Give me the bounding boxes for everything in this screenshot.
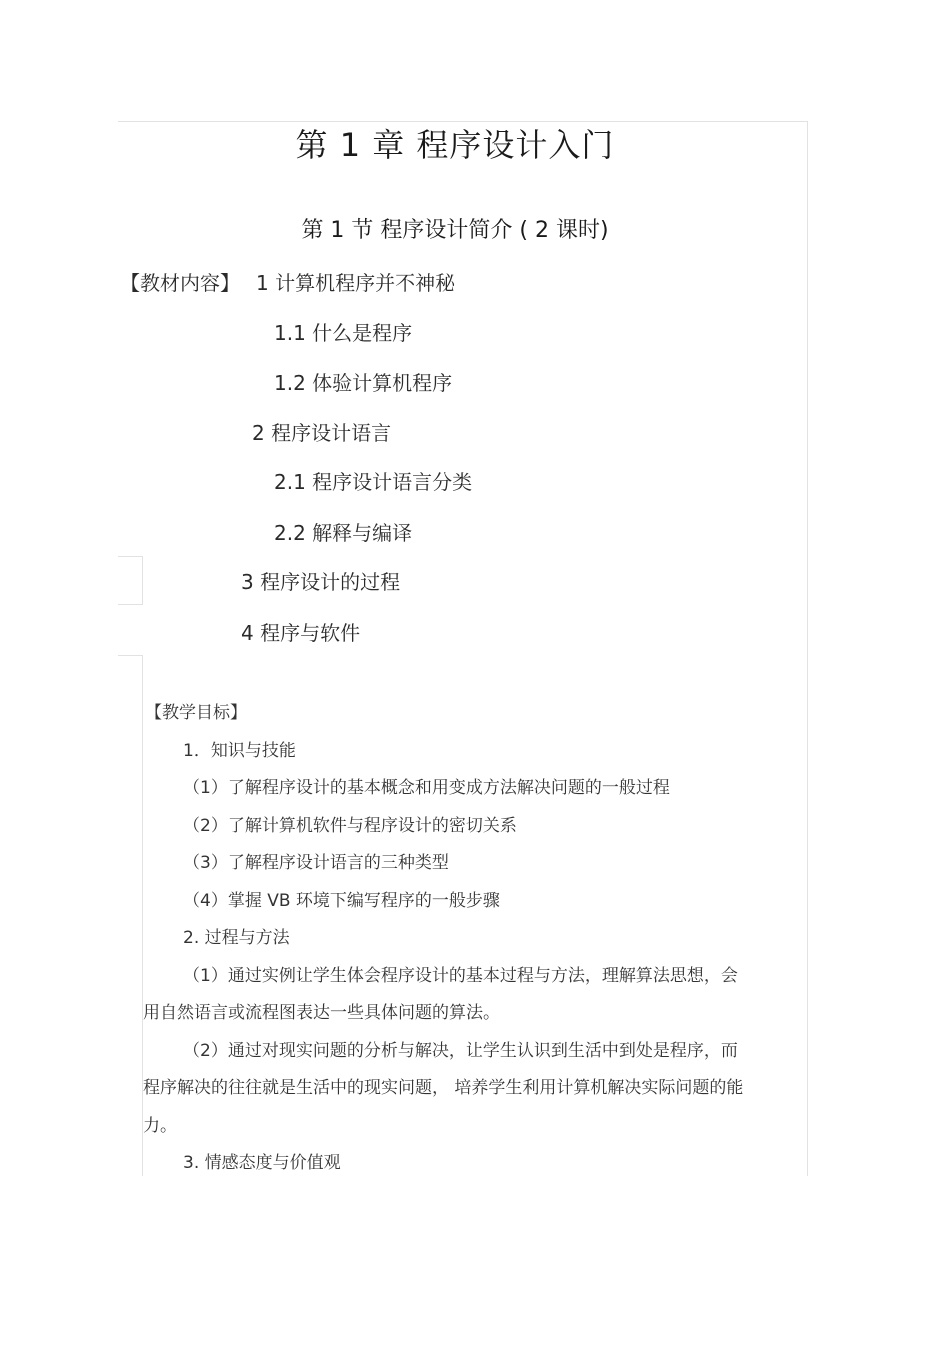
toc-item-3: 3 程序设计的过程 <box>241 570 401 594</box>
toc-item-1-1: 1.1 什么是程序 <box>274 321 413 345</box>
process-title: 2. 过程与方法 <box>183 928 290 948</box>
toc-item-4: 4 程序与软件 <box>241 621 361 645</box>
knowledge-item-2: （2）了解计算机软件与程序设计的密切关系 <box>183 816 517 836</box>
knowledge-item-4: （4）掌握 VB 环境下编写程序的一般步骤 <box>183 891 500 911</box>
knowledge-item-3: （3）了解程序设计语言的三种类型 <box>183 853 449 873</box>
frame-stub-bottom <box>118 604 143 605</box>
chapter-title: 第 1 章 程序设计入门 <box>295 126 615 164</box>
frame-stub-right <box>142 556 143 604</box>
toc-item-2-1: 2.1 程序设计语言分类 <box>274 470 473 494</box>
process-para2-line1: （2）通过对现实问题的分析与解决，让学生认识到生活中到处是程序，而 <box>183 1041 738 1061</box>
attitude-title: 3. 情感态度与价值观 <box>183 1153 341 1173</box>
knowledge-item-1: （1）了解程序设计的基本概念和用变成方法解决问题的一般过程 <box>183 778 670 798</box>
knowledge-title: 1．知识与技能 <box>183 741 296 761</box>
material-label: 【教材内容】 <box>120 271 240 295</box>
process-para2-line2: 程序解决的往往就是生活中的现实问题， 培养学生利用计算机解决实际问题的能 <box>143 1078 744 1098</box>
toc-item-2: 2 程序设计语言 <box>252 421 392 445</box>
process-para1-line2: 用自然语言或流程图表达一些具体问题的算法。 <box>143 1003 500 1023</box>
frame-right-line <box>807 121 808 1176</box>
objectives-heading: 【教学目标】 <box>145 703 247 723</box>
toc-item-1: 1 计算机程序并不神秘 <box>256 271 456 295</box>
toc-item-1-2: 1.2 体验计算机程序 <box>274 371 453 395</box>
section-title: 第 1 节 程序设计简介 ( 2 课时) <box>301 218 609 243</box>
toc-item-2-2: 2.2 解释与编译 <box>274 521 413 545</box>
process-para2-line3: 力。 <box>143 1116 177 1136</box>
process-para1-line1: （1）通过实例让学生体会程序设计的基本过程与方法，理解算法思想，会 <box>183 966 738 986</box>
frame-lower-top <box>118 655 143 656</box>
frame-stub-top <box>118 556 143 557</box>
